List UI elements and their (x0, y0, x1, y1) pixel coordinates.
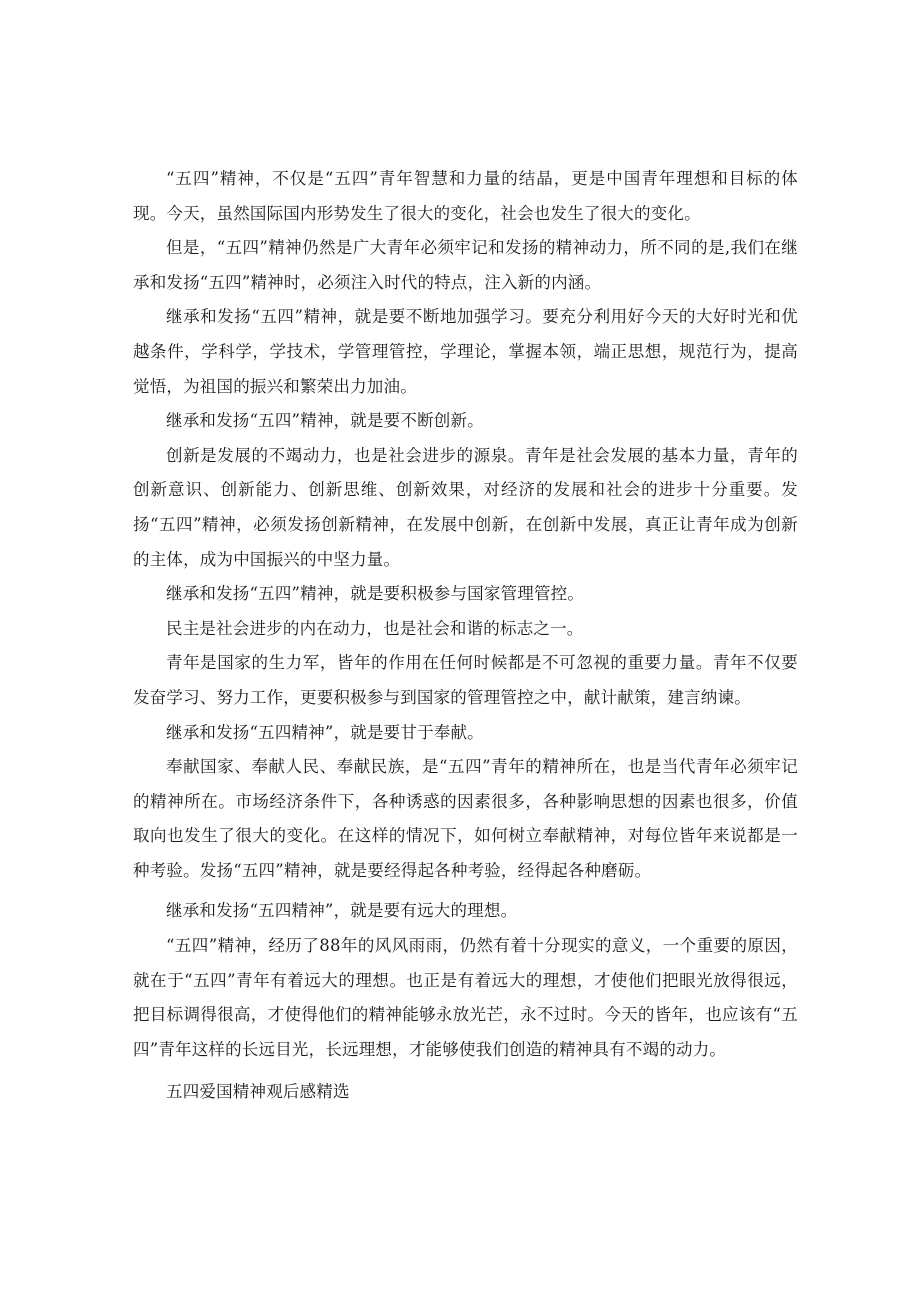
paragraph-8: 青年是国家的生力军，皆年的作用在任何时候都是不可忽视的重要力量。青年不仅要发奋学习、努力工作，更要积极参与到国家的管理管控之中，献计献策，建言纳谏。 (133, 653, 798, 707)
document-body (133, 162, 798, 1110)
paragraph-6: 继承和发扬“五四”精神，就是要积极参与国家管理管控。 (166, 584, 585, 604)
paragraph-3: 继承和发扬“五四”精神，就是要不断地加强学习。要充分利用好今天的大好时光和优越条件，学科学，学技术，学管理管控，学理论，掌握本领，端正思想，规范行为，提高觉悟，为祖国的振兴和繁荣出力加油。 (133, 307, 798, 396)
paragraph-10: 奉献国家、奉献人民、奉献民族，是“五四”青年的精神所在，也是当代青年必须牢记的精神所在。市场经济条件下，各种诱惑的因素很多，各种影响思想的因素也很多，价值取向也发生了很大的变化。在这样的情况下，如何树立奉献精神，对每位皆年来说都是一种考验。发扬“五四”精神，就是要经得起各种考验，经得起各种磨砺。 (133, 757, 798, 880)
paragraph-2: 但是，“五四”精神仍然是广大青年必须牢记和发扬的精神动力，所不同的是,我们在继承和发扬“五四”精神时，必须注入时代的特点，注入新的内涵。 (133, 238, 798, 292)
paragraph-12: “五四”精神，经历了88年的风风雨雨，仍然有着十分现实的意义，一个重要的原因，就在于“五四”青年有着远大的理想。也正是有着远大的理想，才使他们把眼光放得很远，把目标调得很高，才使得他们的精神能够永放光芒，永不过时。今天的皆年，也应该有“五四”青年这样的长远目光，长远理想，才能够使我们创造的精神具有不竭的动力。 (133, 936, 798, 1059)
paragraph-1: “五四”精神，不仅是“五四”青年智慧和力量的结晶，更是中国青年理想和目标的体现。今天，虽然国际国内形势发生了很大的变化，社会也发生了很大的变化。 (133, 169, 798, 223)
section-title: 五四爱国精神观后感精选 (166, 1082, 350, 1102)
paragraph-4: 继承和发扬“五四”精神，就是要不断创新。 (166, 411, 484, 431)
paragraph-9: 继承和发扬“五四精神”，就是要甘于奉献。 (166, 722, 484, 742)
paragraph-5: 创新是发展的不竭动力，也是社会进步的源泉。青年是社会发展的基本力量，青年的创新意识、创新能力、创新思维、创新效果，对经济的发展和社会的进步十分重要。发扬“五四”精神，必须发扬创新精神，在发展中创新，在创新中发展，真正让青年成为创新的主体，成为中国振兴的中坚力量。 (133, 445, 798, 569)
paragraph-7: 民主是社会进步的内在动力，也是社会和谐的标志之一。 (166, 618, 584, 638)
paragraph-11: 继承和发扬“五四精神”，就是要有远大的理想。 (166, 901, 518, 921)
